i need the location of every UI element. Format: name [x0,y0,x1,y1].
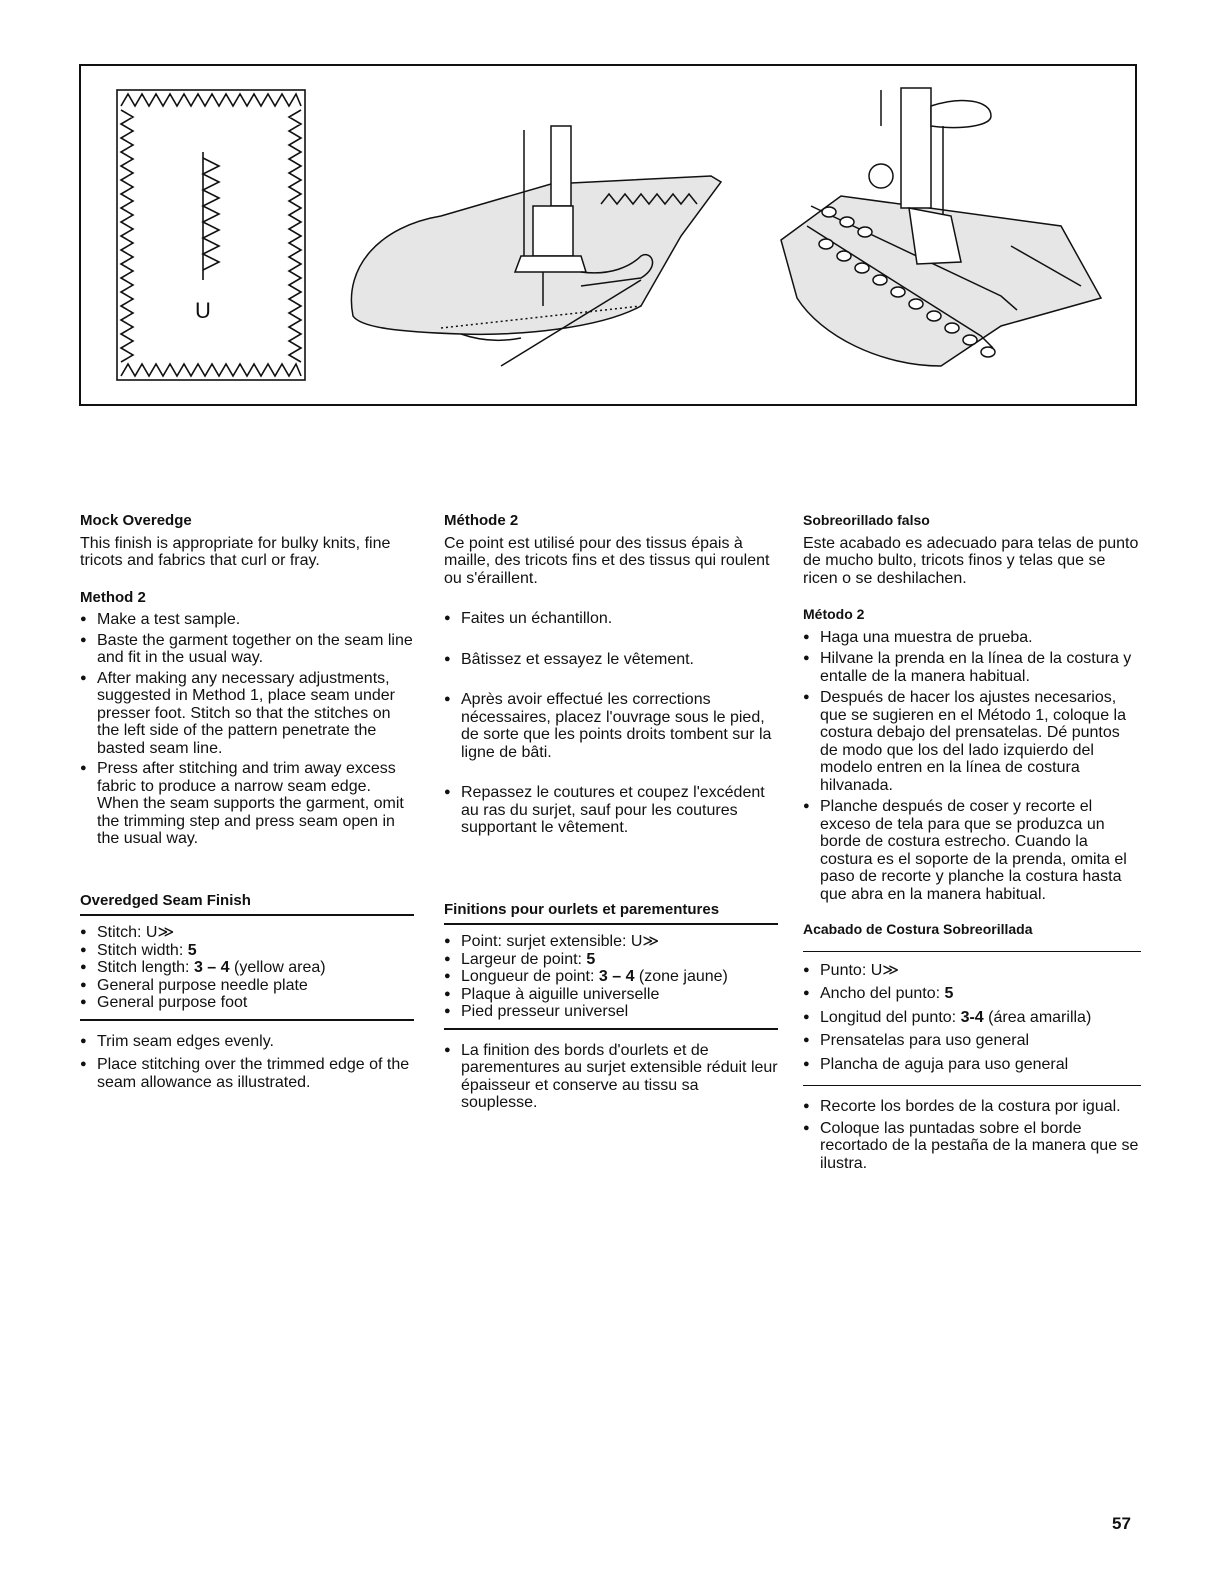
english-step: ● Baste the garment together on the seam line and fit in the usual way. [80,632,414,667]
spanish-method-heading: Método 2 [803,606,865,622]
english-note: ● Trim seam edges evenly. [80,1033,414,1051]
french-column [444,512,778,1112]
french-step: ● Après avoir effectué les corrections nécessaires, placez l'ouvrage sous le pied, de sorte que les points droits tombent sur la ligne de bâti. [444,691,778,761]
stitch-glyph-icon: ≫ [642,933,660,950]
english-settings-heading: Overedged Seam Finish [80,891,251,909]
french-step: ● Bâtissez et essayez le vêtement. [444,651,778,669]
spanish-step: ● Haga una muestra de prueba. [803,629,1141,647]
fabric-presser-foot-illustration [351,126,721,366]
english-setting-foot: ● General purpose foot [80,994,414,1012]
french-notes [444,1042,778,1112]
machine-foot-illustration [781,88,1101,366]
spanish-steps [803,629,1141,904]
spanish-note: ● Coloque las puntadas sobre el borde recortado de la pestaña de la manera que se ilustra. [803,1120,1141,1173]
french-step: ● Faites un échantillon. [444,610,778,628]
english-step: ● Press after stitching and trim away excess fabric to produce a narrow seam edge. When the seam supports the garment, omit the trimming step and press seam open in the usual way. [80,760,414,848]
spanish-settings-top-rule [803,951,1141,952]
stitch-glyph-icon: ≫ [157,924,175,941]
english-setting-length: ● Stitch length: 3 – 4 (yellow area) [80,959,414,977]
french-settings-bottom-rule [444,1028,778,1030]
stitch-glyph-icon: ≫ [882,961,900,979]
spanish-settings-bottom-rule [803,1085,1141,1086]
french-settings-top-rule [444,923,778,925]
english-intro: This finish is appropriate for bulky knits, fine tricots and fabrics that curl or fray. [80,534,391,569]
spanish-column [803,512,1141,1172]
spanish-settings-heading: Acabado de Costura Sobreorillada [803,921,1033,937]
french-note: ● La finition des bords d'ourlets et de parementures au surjet extensible réduit leur épaisseur et conserve au tissu sa souplesse. [444,1042,778,1112]
english-setting-plate: ● General purpose needle plate [80,977,414,995]
english-settings-list [80,924,414,1012]
french-intro: Ce point est utilisé pour des tissus épais à maille, des tricots fins et des tissus qui roulent ou s'éraillent. [444,534,770,587]
spanish-setting-width: ● Ancho del punto: 5 [803,985,1141,1003]
illustration-svg [81,66,1135,404]
english-steps [80,611,414,848]
french-setting-width: ● Largeur de point: 5 [444,951,778,969]
stitch-sample-card [117,90,305,380]
spanish-settings-list [803,962,1141,1074]
spanish-step: ● Planche después de coser y recorte el exceso de tela para que se produzca un borde de costura estrecho. Cuando la costura es el soporte de la prenda, omita el paso de recorte y planche la costura hasta que abra en la manera habitual. [803,798,1141,903]
spanish-note: ● Recorte los bordes de la costura por igual. [803,1098,1141,1116]
english-step: ● Make a test sample. [80,611,414,629]
sample-letter: U [195,298,211,323]
english-settings-bottom-rule [80,1019,414,1021]
english-note: ● Place stitching over the trimmed edge of the seam allowance as illustrated. [80,1056,414,1091]
french-setting-foot: ● Pied presseur universel [444,1003,778,1021]
english-settings-top-rule [80,914,414,916]
spanish-step: ● Después de hacer los ajustes necesarios, que se sugieren en el Método 1, coloque la costura debajo del prensatelas. Dé puntos de modo que los del lado izquierdo del modelo entren en la línea de costura hilvanada. [803,689,1141,794]
french-title: Méthode 2 [444,512,519,529]
english-title: Mock Overedge [80,512,192,529]
spanish-setting-plate: ● Plancha de aguja para uso general [803,1056,1141,1074]
english-setting-stitch: ● Stitch: U≫ [80,924,414,942]
spanish-setting-foot: ● Prensatelas para uso general [803,1032,1141,1050]
english-notes [80,1033,414,1092]
french-settings-list [444,933,778,1021]
english-setting-width: ● Stitch width: 5 [80,942,414,960]
spanish-title: Sobreorillado falso [803,512,930,528]
english-method-heading: Method 2 [80,588,146,606]
french-settings-heading: Finitions pour ourlets et parementures [444,900,720,918]
spanish-step: ● Hilvane la prenda en la línea de la costura y entalle de la manera habitual. [803,650,1141,685]
spanish-setting-stitch: ● Punto: U≫ [803,962,1141,980]
french-setting-stitch: ● Point: surjet extensible: U≫ [444,933,778,951]
english-column [80,512,414,1091]
english-step: ● After making any necessary adjustments, suggested in Method 1, place seam under presser foot. Stitch so that the stitches on the left side of the pattern penetrate the basted seam line. [80,670,414,758]
french-setting-length: ● Longueur de point: 3 – 4 (zone jaune) [444,968,778,986]
spanish-notes [803,1098,1141,1172]
french-setting-plate: ● Plaque à aiguille universelle [444,986,778,1004]
french-steps [444,610,778,837]
illustration-frame [79,64,1137,406]
page-number: 57 [1112,1514,1131,1533]
spanish-setting-length: ● Longitud del punto: 3-4 (área amarilla) [803,1009,1141,1027]
spanish-intro: Este acabado es adecuado para telas de punto de mucho bulto, tricots finos y telas que se ricen o se deshilachen. [803,534,1139,587]
french-step: ● Repassez le coutures et coupez l'excédent au ras du surjet, sauf pour les coutures supportant le vêtement. [444,784,778,837]
